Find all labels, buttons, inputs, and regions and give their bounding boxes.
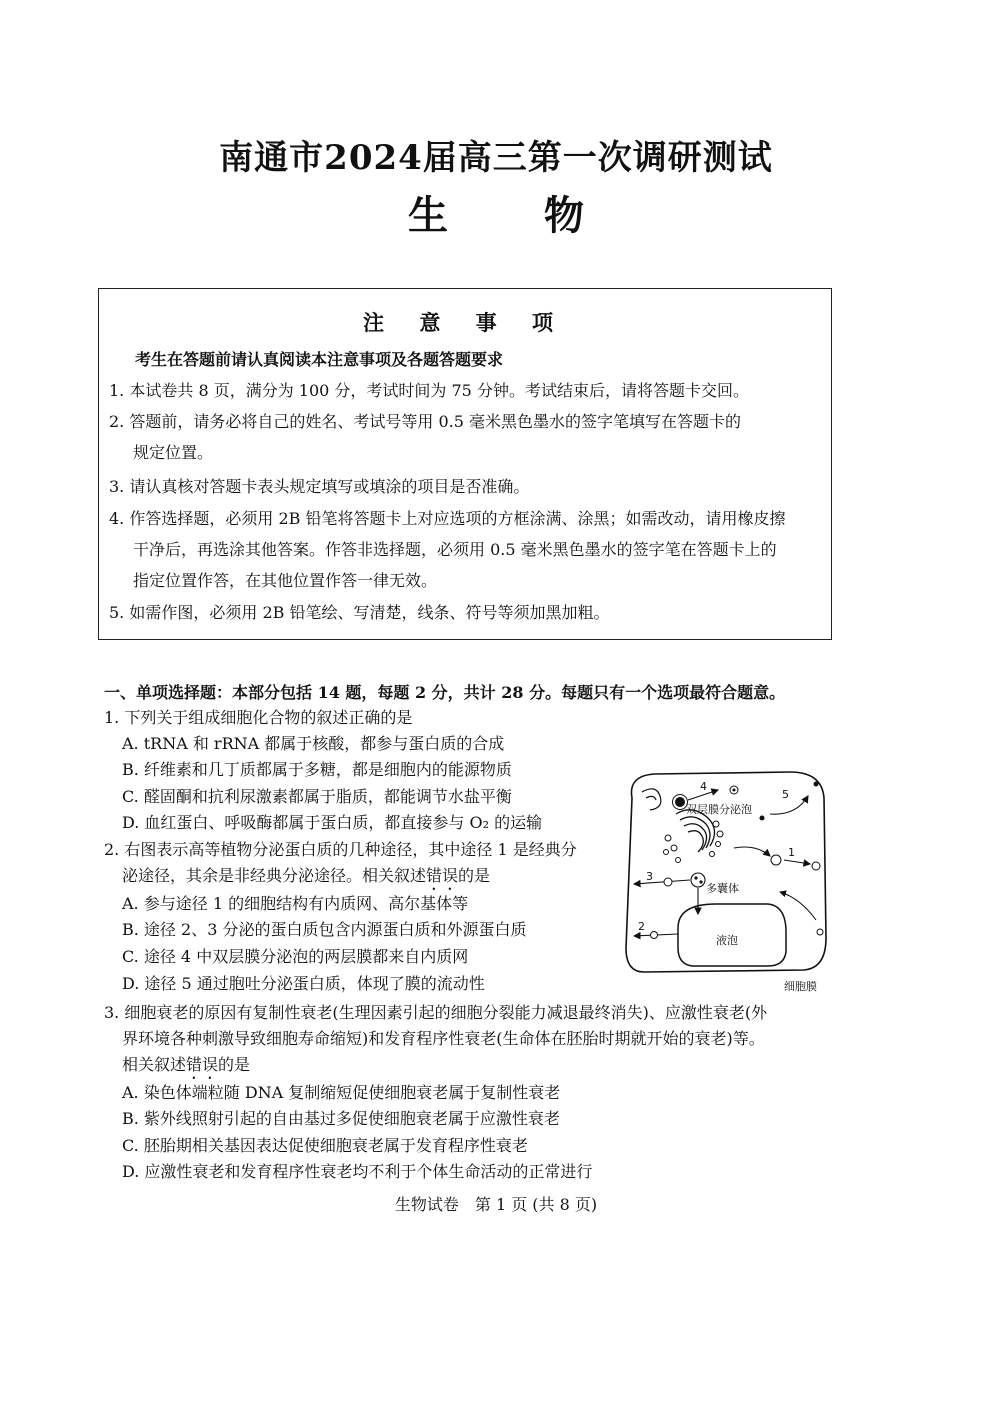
released-vesicle-core [733,789,736,792]
notice-item: 5. 如需作图，必须用 2B 铅笔绘、写清楚，线条、符号等须加黑加粗。 [109,603,610,622]
q2-stem-line1: 2. 右图表示高等植物分泌蛋白质的几种途径，其中途径 1 是经典分 [104,840,577,859]
q2-stem-line2: 泌途径，其余是非经典分泌途径。相关叙述错误的是 [122,866,491,885]
pathway-1-number: 1 [788,846,795,859]
q1-option-b: B. 纤维素和几丁质都属于多糖，都是细胞内的能源物质 [122,760,512,779]
notice-heading: 注 意 事 项 [363,310,567,335]
q1-option-d: D. 血红蛋白、呼吸酶都属于蛋白质，都直接参与 O₂ 的运输 [122,813,543,832]
q3-option-c: C. 胚胎期相关基因表达促使细胞衰老属于发育程序性衰老 [122,1136,528,1155]
subject-char-2: 物 [544,192,584,239]
pathway-3-number: 3 [646,870,653,883]
secretion-pathway-diagram [620,768,834,994]
pathway-1-vesicle [771,855,781,865]
double-membrane-vesicle [675,797,685,807]
pathway-3-arrow [634,880,690,884]
q2-option-b: B. 途径 2、3 分泌的蛋白质包含内源蛋白质和外源蛋白质 [122,920,527,939]
q1-option-c: C. 醛固酮和抗利尿激素都属于脂质，都能调节水盐平衡 [122,787,512,806]
notice-item: 1. 本试卷共 8 页，满分为 100 分，考试时间为 75 分钟。考试结束后，请将答题卡交回。 [109,381,749,400]
q1-stem: 1. 下列关于组成细胞化合物的叙述正确的是 [104,708,413,727]
q3-stem-line3: 相关叙述错误的是 [122,1055,251,1074]
endoplasmic-reticulum [642,789,661,810]
q3-option-b: B. 紫外线照射引起的自由基过多促使细胞衰老属于应激性衰老 [122,1109,560,1128]
q3-option-d: D. 应激性衰老和发育程序性衰老均不利于个体生命活动的正常进行 [122,1162,593,1181]
notice-item: 3. 请认真核对答题卡表头规定填写或填涂的项目是否准确。 [109,477,530,496]
notice-item-cont: 干净后，再选涂其他答案。作答非选择题，必须用 0.5 毫米黑色墨水的签字笔在答题卡上的 [133,540,777,559]
page-title: 南通市2024届高三第一次调研测试 [219,138,773,178]
q2-option-c: C. 途径 4 中双层膜分泌泡的两层膜都来自内质网 [122,947,469,966]
multivesicular-body [691,873,705,887]
golgi-apparatus [676,810,715,852]
q2-option-d: D. 途径 5 通过胞吐分泌蛋白质，体现了膜的流动性 [122,974,485,993]
notice-intro: 考生在答题前请认真阅读本注意事项及各题答题要求 [135,350,504,369]
notice-box [98,288,832,640]
notice-item-cont: 规定位置。 [133,443,214,462]
notice-item-cont: 指定位置作答，在其他位置作答一律无效。 [133,571,438,590]
q1-option-a: A. tRNA 和 rRNA 都属于核酸，都参与蛋白质的合成 [122,734,505,753]
emphasis-word: 错误 [426,866,459,885]
vacuole-label: 液泡 [716,934,738,947]
notice-item: 2. 答题前，请务必将自己的姓名、考试号等用 0.5 毫米黑色墨水的签字笔填写在答题卡的 [109,412,741,431]
q3-stem-line2: 界环境各种刺激导致细胞寿命缩短)和发育程序性衰老(生命体在胚胎时期就开始的衰老)等。 [122,1029,765,1048]
pathway-5-arrow [770,796,808,814]
emphasis-word: 错误 [186,1055,219,1074]
q3-stem-line1: 3. 细胞衰老的原因有复制性衰老(生理因素引起的细胞分裂能力减退最终消失)、应激性衰老(外 [104,1003,768,1022]
subject-char-1: 生 [408,192,448,239]
pathway-2-number: 2 [638,920,645,933]
section-heading: 一、单项选择题：本部分包括 14 题，每题 2 分，共计 28 分。每题只有一个选项最符合题意。 [104,683,786,702]
q2-option-a: A. 参与途径 1 的细胞结构有内质网、高尔基体等 [122,894,469,913]
pathway-4-number: 4 [700,780,707,793]
protein-dot [760,816,765,821]
subject-title [0,184,992,241]
lysosome-label: 多囊体 [706,882,739,895]
notice-item: 4. 作答选择题，必须用 2B 铅笔将答题卡上对应选项的方框涂满、涂黑；如需改动，请用橡皮擦 [109,509,786,528]
secreted-protein [814,782,819,787]
pathway-5-number: 5 [782,788,789,801]
vesicle-label: 双层膜分泌泡 [686,803,752,816]
pathway-1-arrow [734,847,770,856]
membrane-label: 细胞膜 [784,980,817,993]
q3-option-a: A. 染色体端粒随 DNA 复制缩短促使细胞衰老属于复制性衰老 [122,1083,561,1102]
page-footer: 生物试卷 第 1 页 (共 8 页) [394,1195,598,1214]
